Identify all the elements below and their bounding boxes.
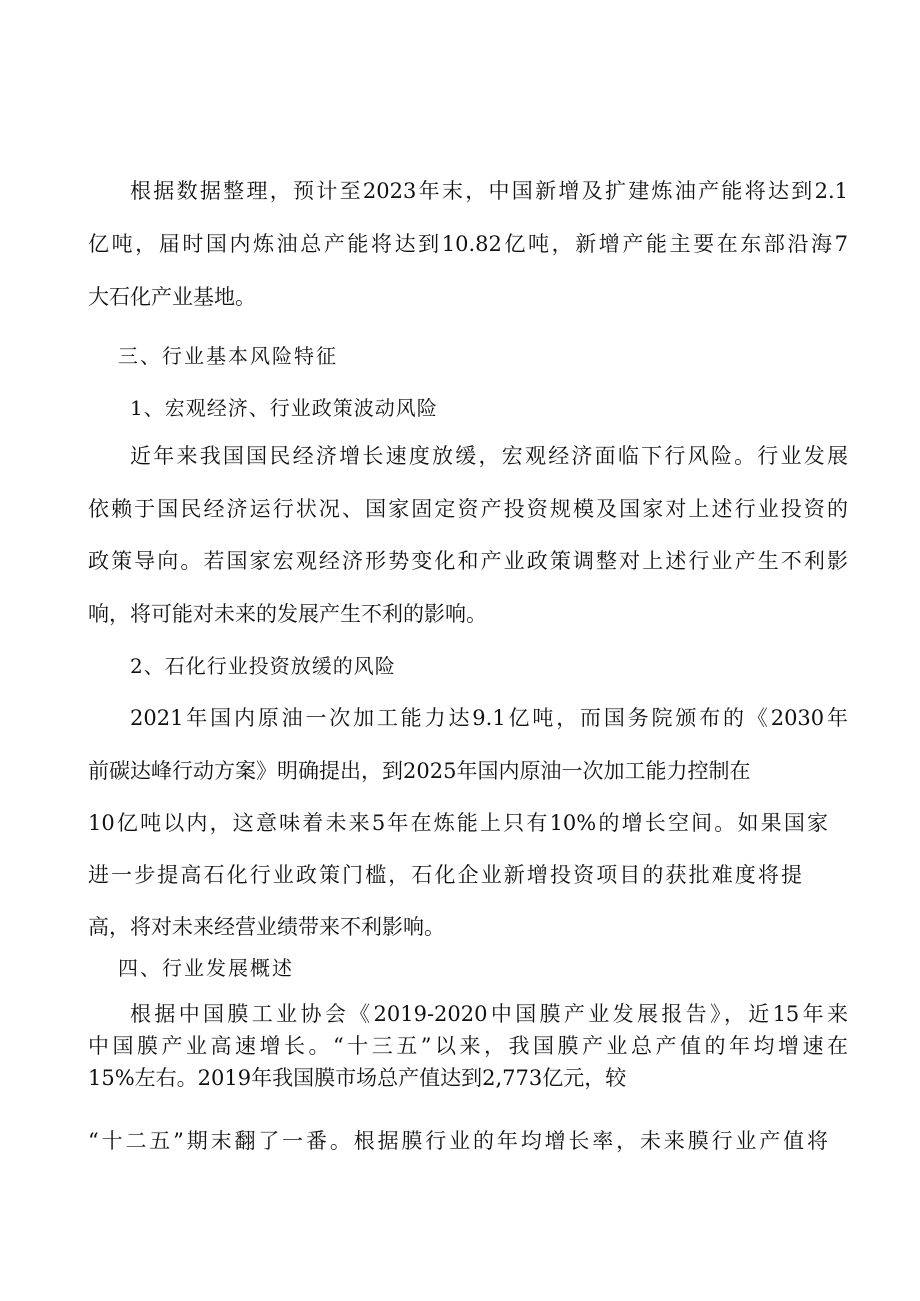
paragraph-2-line-4: 响，将可能对未来的发展产生不利的影响。: [88, 602, 487, 626]
paragraph-4-line-3: 15%左右。2019年我国膜市场总产值达到2,773亿元，较: [88, 1066, 627, 1090]
paragraph-4-line-1: 根据中国膜工业协会《2019-2020中国膜产业发展报告》，近15年来: [130, 1002, 848, 1026]
paragraph-2-line-2: 依赖于国民经济运行状况、国家固定资产投资规模及国家对上述行业投资的: [88, 497, 848, 521]
paragraph-4-line-2: 中国膜产业高速增长。“十三五”以来，我国膜产业总产值的年均增速在: [88, 1034, 848, 1058]
subheading-1: 1、宏观经济、行业政策波动风险: [130, 396, 438, 420]
subheading-2: 2、石化行业投资放缓的风险: [130, 654, 396, 678]
paragraph-2-line-1: 近年来我国国民经济增长速度放缓，宏观经济面临下行风险。行业发展: [130, 444, 848, 468]
paragraph-3-line-3: 10亿吨以内，这意味着未来5年在炼能上只有10%的增长空间。如果国家: [88, 811, 828, 835]
paragraph-3-line-2: 前碳达峰行动方案》明确提出，到2025年国内原油一次加工能力控制在: [88, 759, 751, 783]
paragraph-3-line-5: 高，将对未来经营业绩带来不利影响。: [88, 915, 445, 939]
paragraph-3-line-4: 进一步提高石化行业政策门槛，石化企业新增投资项目的获批难度将提: [88, 863, 802, 887]
paragraph-4-line-4: “十二五”期末翻了一番。根据膜行业的年均增长率，未来膜行业产值将: [88, 1129, 828, 1153]
paragraph-1-line-1: 根据数据整理，预计至2023年末，中国新增及扩建炼油产能将达到2.1: [130, 179, 848, 203]
paragraph-1-line-3: 大石化产业基地。: [88, 285, 256, 309]
paragraph-3-line-1: 2021年国内原油一次加工能力达9.1亿吨，而国务院颁布的《2030年: [130, 706, 848, 730]
paragraph-2-line-3: 政策导向。若国家宏观经济形势变化和产业政策调整对上述行业产生不利影: [88, 549, 848, 573]
paragraph-1-line-2: 亿吨，届时国内炼油总产能将达到10.82亿吨，新增产能主要在东部沿海7: [88, 232, 848, 256]
section-heading-4: 四、行业发展概述: [118, 956, 294, 980]
section-heading-3: 三、行业基本风险特征: [118, 344, 338, 368]
